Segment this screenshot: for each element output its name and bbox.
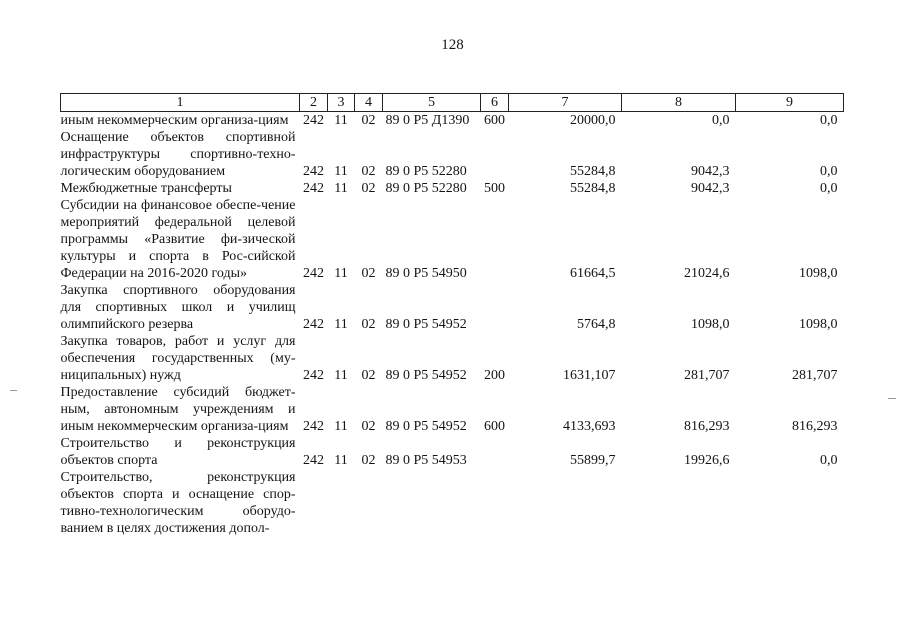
cell-col3: 11 [334, 419, 348, 434]
cell-col3: 11 [334, 317, 348, 332]
column-header: 5 [383, 94, 481, 112]
cell-col8: 281,707 [684, 368, 730, 383]
table-row [61, 112, 844, 130]
cell-col3: 11 [334, 181, 348, 196]
column-header: 7 [509, 94, 622, 112]
table-row [61, 180, 844, 197]
cell-col6 [481, 435, 509, 469]
cell-col2: 242 [303, 164, 324, 179]
column-header: 2 [300, 94, 328, 112]
table-row [61, 435, 844, 469]
cell-col4: 02 [361, 266, 376, 281]
cell-col6: 200 [484, 368, 505, 383]
cell-col2: 242 [303, 266, 324, 281]
cell-col8: 19926,6 [684, 453, 730, 468]
cell-col6 [481, 197, 509, 282]
cell-col8: 9042,3 [691, 164, 730, 179]
cell-col2: 242 [303, 419, 324, 434]
table-row [61, 333, 844, 384]
cell-col5: 89 0 Р5 54952 [385, 368, 467, 383]
cell-col5 [383, 469, 481, 537]
row-name: Строительство, реконструкция объектов спорта и оснащение спор-тивно-технологическим оборудо-ванием в целях достижения допол- [60, 470, 296, 536]
cell-col7: 5764,8 [577, 317, 616, 332]
table-row [61, 129, 844, 180]
cell-col7: 55899,7 [570, 453, 616, 468]
row-name: Закупка товаров, работ и услуг для обеспечения государственных (му-ниципальных) нужд [60, 334, 296, 383]
cell-col5: 89 0 Р5 54950 [385, 266, 467, 281]
cell-col5: 89 0 Р5 54952 [385, 317, 467, 332]
row-name: иным некоммерческим организа-циям [60, 113, 289, 128]
cell-col9: 0,0 [820, 181, 838, 196]
cell-col7 [509, 469, 622, 537]
cell-col9 [736, 469, 844, 537]
table-row [61, 469, 844, 537]
table-row [61, 282, 844, 333]
cell-col6 [481, 469, 509, 537]
page-number: 128 [441, 37, 464, 53]
cell-col3 [328, 469, 355, 537]
cell-col8: 21024,6 [684, 266, 730, 281]
cell-col8: 816,293 [684, 419, 730, 434]
row-name: Строительство и реконструкция объектов спорта [60, 436, 296, 468]
table-body [61, 112, 844, 538]
cell-col7: 61664,5 [570, 266, 616, 281]
cell-col6: 600 [484, 113, 505, 128]
cell-col8: 0,0 [712, 113, 730, 128]
cell-col2: 242 [303, 368, 324, 383]
cell-col2: 242 [303, 317, 324, 332]
row-name: Межбюджетные трансферты [60, 181, 232, 196]
cell-col6 [481, 282, 509, 333]
cell-col3: 11 [334, 368, 348, 383]
table-header [61, 94, 844, 112]
column-header: 6 [481, 94, 509, 112]
cell-col7: 20000,0 [570, 113, 616, 128]
column-header: 8 [622, 94, 736, 112]
cell-col5: 89 0 Р5 54953 [385, 453, 467, 468]
cell-col7: 1631,107 [563, 368, 616, 383]
cell-col8: 1098,0 [691, 317, 730, 332]
cell-col6 [481, 129, 509, 180]
cell-col7: 55284,8 [570, 164, 616, 179]
cell-col4 [355, 469, 383, 537]
column-header: 3 [328, 94, 355, 112]
cell-col7: 55284,8 [570, 181, 616, 196]
cell-col6: 600 [484, 419, 505, 434]
row-name: Предоставление субсидий бюджет-ным, автономным учреждениям и иным некоммерческим организа-циям [60, 385, 296, 434]
cell-col9: 816,293 [792, 419, 838, 434]
cell-col8: 9042,3 [691, 181, 730, 196]
cell-col2 [300, 469, 328, 537]
cell-col6: 500 [484, 181, 505, 196]
cell-col9: 1098,0 [799, 266, 838, 281]
row-name: Оснащение объектов спортивной инфраструктуры спортивно-техно-логическим оборудованием [60, 130, 296, 179]
cell-col4: 02 [361, 453, 376, 468]
cell-col5: 89 0 Р5 54952 [385, 419, 467, 434]
cell-col7: 4133,693 [563, 419, 616, 434]
column-header: 4 [355, 94, 383, 112]
cell-col8 [622, 469, 736, 537]
scan-artifact [10, 390, 17, 391]
cell-col3: 11 [334, 113, 348, 128]
table-row [61, 197, 844, 282]
table-row [61, 384, 844, 435]
cell-col9: 0,0 [820, 453, 838, 468]
cell-col9: 1098,0 [799, 317, 838, 332]
scan-artifact [888, 398, 896, 399]
cell-col5: 89 0 Р5 52280 [385, 164, 467, 179]
budget-table [60, 93, 844, 537]
row-name: Закупка спортивного оборудования для спортивных школ и училищ олимпийского резерва [60, 283, 296, 332]
cell-col9: 281,707 [792, 368, 838, 383]
column-header: 9 [736, 94, 844, 112]
cell-col4: 02 [361, 181, 376, 196]
cell-col4: 02 [361, 164, 376, 179]
cell-col2: 242 [303, 453, 324, 468]
cell-col4: 02 [361, 368, 376, 383]
cell-col3: 11 [334, 164, 348, 179]
cell-col3: 11 [334, 266, 348, 281]
column-header: 1 [61, 94, 300, 112]
cell-col4: 02 [361, 419, 376, 434]
cell-col2: 242 [303, 113, 324, 128]
row-name: Субсидии на финансовое обеспе-чение мероприятий федеральной целевой программы «Развитие фи-зической культуры и спорта в Рос-сийской Федерации на 2016-2020 годы» [60, 198, 296, 281]
cell-col2: 242 [303, 181, 324, 196]
cell-col4: 02 [361, 113, 376, 128]
cell-col9: 0,0 [820, 113, 838, 128]
cell-col9: 0,0 [820, 164, 838, 179]
cell-col3: 11 [334, 453, 348, 468]
cell-col5: 89 0 Р5 Д1390 [385, 113, 470, 128]
cell-col4: 02 [361, 317, 376, 332]
cell-col5: 89 0 Р5 52280 [385, 181, 467, 196]
